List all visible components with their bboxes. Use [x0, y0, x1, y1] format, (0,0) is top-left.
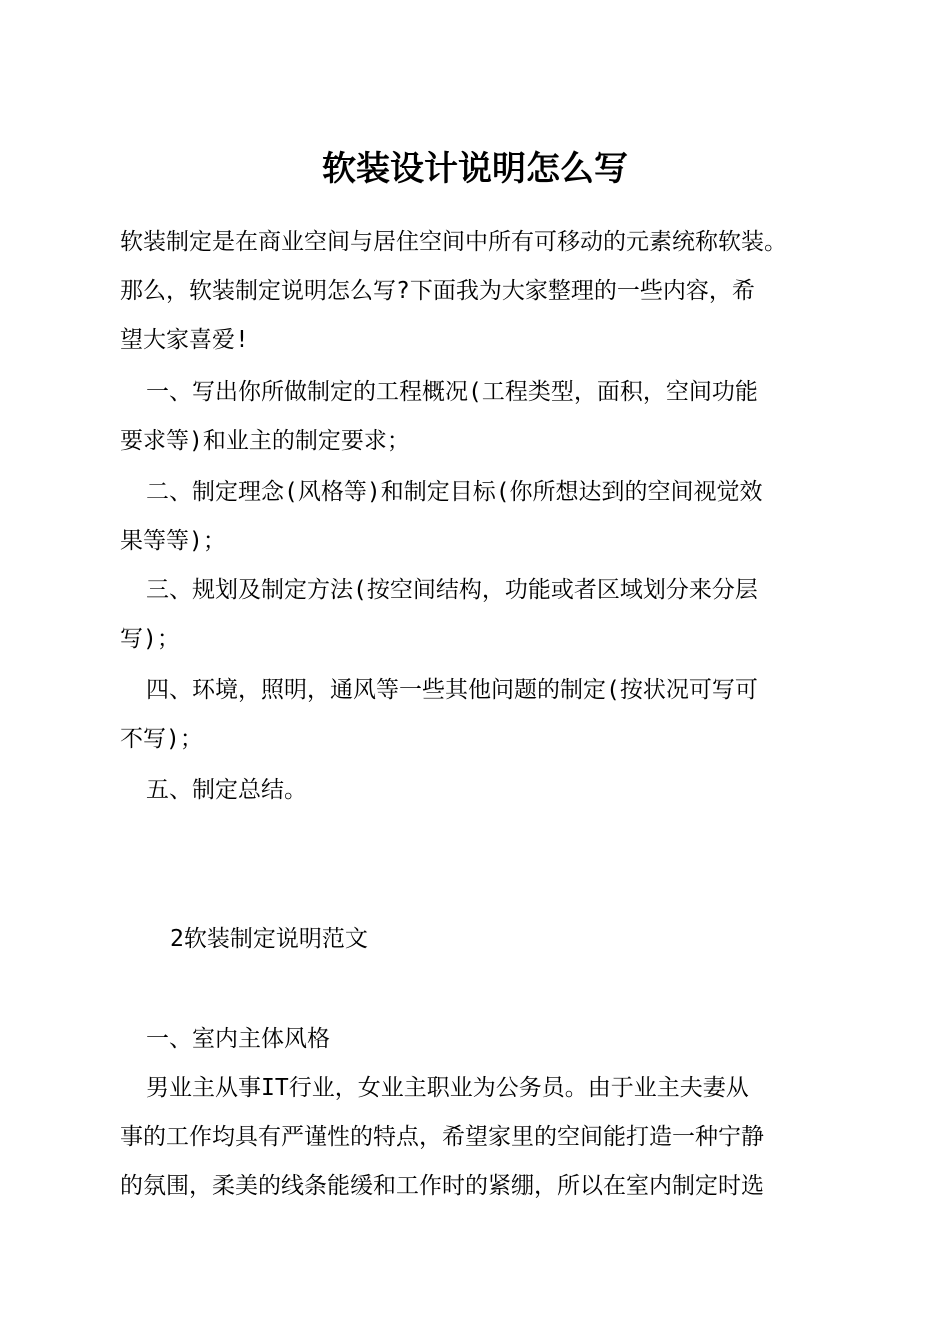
point-line: 四、环境，照明，通风等一些其他问题的制定(按状况可写可: [146, 677, 758, 703]
document-title: 软装设计说明怎么写: [322, 149, 628, 189]
subheading-block: [120, 1015, 840, 1064]
point-line: 二、制定理念(风格等)和制定目标(你所想达到的空间视觉效: [146, 479, 763, 505]
intro-line: 软装制定是在商业空间与居住空间中所有可移动的元素统称软装。: [120, 229, 787, 255]
example-line: 男业主从事IT行业，女业主职业为公务员。由于业主夫妻从: [146, 1075, 749, 1101]
point-line: 不写)；: [120, 726, 203, 752]
point-line: 五、制定总结。: [146, 777, 307, 803]
intro-line: 那么，软装制定说明怎么写?下面我为大家整理的一些内容，希: [120, 278, 755, 304]
point-line: 一、写出你所做制定的工程概况(工程类型，面积，空间功能: [146, 379, 758, 405]
example-paragraph: [120, 1064, 840, 1211]
point-2: [120, 468, 840, 566]
point-line: 要求等)和业主的制定要求；: [120, 428, 410, 454]
point-4: [120, 666, 840, 764]
section-heading-block: [120, 915, 840, 964]
point-line: 写)；: [120, 626, 180, 652]
intro-paragraph: [120, 218, 840, 365]
point-1: [120, 368, 840, 466]
subheading: 一、室内主体风格: [146, 1026, 330, 1052]
point-5: [120, 766, 840, 815]
point-line: 三、规划及制定方法(按空间结构，功能或者区域划分来分层: [146, 577, 758, 603]
point-line: 果等等)；: [120, 528, 226, 554]
example-line: 事的工作均具有严谨性的特点，希望家里的空间能打造一种宁静: [120, 1124, 764, 1150]
intro-line: 望大家喜爱!: [120, 327, 249, 353]
point-3: [120, 566, 840, 664]
example-line: 的氛围，柔美的线条能缓和工作时的紧绷，所以在室内制定时选: [120, 1173, 764, 1199]
section-heading: 2软装制定说明范文: [170, 926, 368, 952]
